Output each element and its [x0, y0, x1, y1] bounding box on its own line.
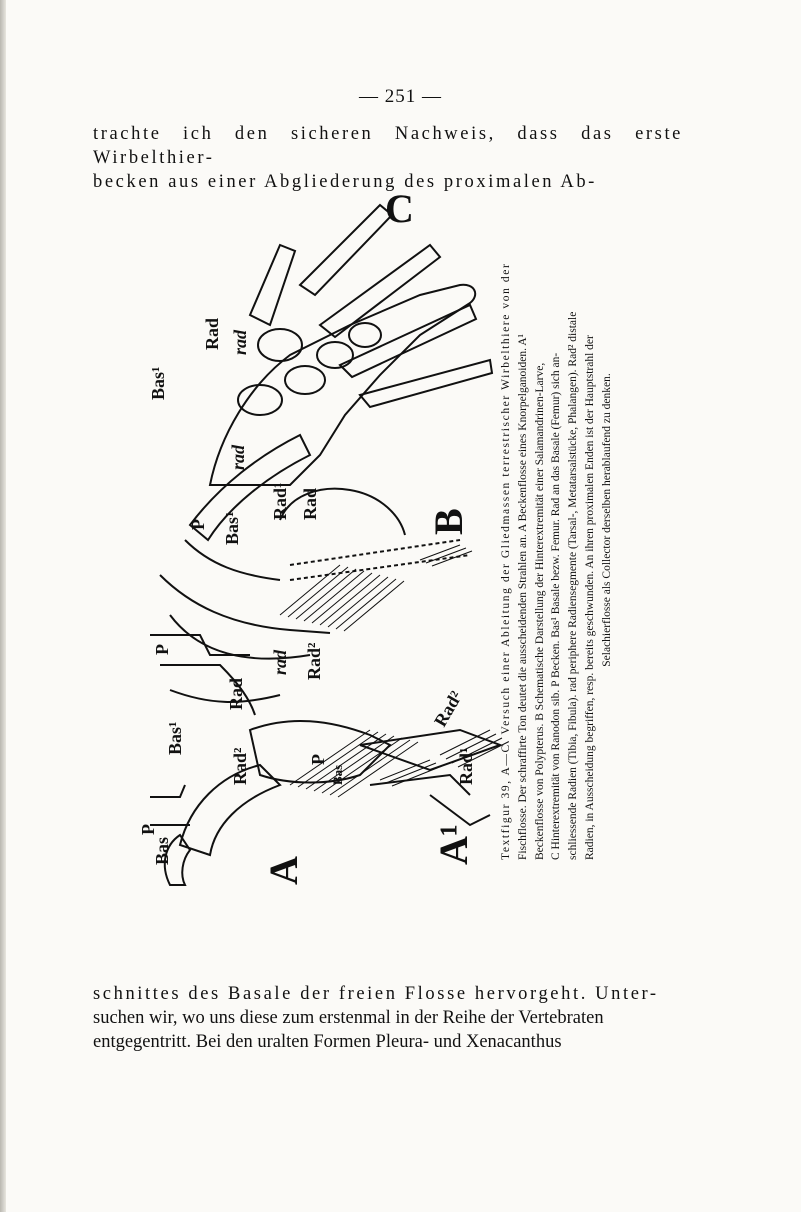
figure-caption — [498, 180, 616, 860]
label-rad-italic-c2: rad — [228, 444, 248, 470]
caption-line-6: Radien, in Ausscheidung begriffen, resp. bereits geschwunden. An ihren proximalen Enden ist der Hauptstrahl der — [583, 335, 596, 860]
label-p-a: P — [138, 824, 158, 835]
caption-line-3: Beckenflosse von Polypterus. B Schematische Darstellung der Hinterextremität einer Salamandrinen-Larve, — [533, 362, 546, 860]
label-p-c: P — [188, 519, 208, 530]
figure-letter-c: C — [385, 186, 414, 231]
label-rad1-b: Rad¹ — [270, 482, 290, 520]
label-rad-a: Rad — [226, 677, 246, 710]
label-rad-c: Rad — [202, 317, 222, 350]
bottom-text-line-1: schnittes des Basale der freien Flosse hervorgeht. Unter- — [93, 984, 659, 1004]
top-text-line-2: becken aus einer Abgliederung des proximalen Ab- — [93, 172, 597, 192]
caption-line-2: Fischflosse. Der schraffirte Ton deutet die ausscheidenden Strahlen an. A Beckenflosse eines Knorpelganoiden. A¹ — [516, 334, 529, 860]
label-p-b: P — [152, 644, 172, 655]
label-rad-italic-c: rad — [230, 329, 250, 355]
caption-line-7: Selachierflosse als Collector derselben herablaufend zu denken. — [600, 373, 613, 667]
label-rad-italic-b: rad — [270, 649, 290, 675]
label-bas-a1: Bas — [330, 764, 345, 785]
label-rad-b: Rad — [300, 487, 320, 520]
figure-letter-b: B — [426, 508, 471, 535]
figure-letter-a1: A¹ — [431, 824, 476, 865]
bottom-paragraph — [93, 982, 683, 1054]
label-bas1-c: Bas¹ — [148, 366, 168, 400]
label-bas1-b: Bas¹ — [222, 511, 242, 545]
bottom-text-line-3: entgegentritt. Bei den uralten Formen Pleura- und Xenacanthus — [93, 1032, 562, 1052]
top-text-line-1: trachte ich den sicheren Nachweis, dass das erste Wirbelthier- — [93, 124, 683, 168]
caption-line-5: schliessende Radien (Tibia, Fibula). rad periphere Radiensegmente (Tarsal-, Metatarsalstücke, Phalangen). Rad² distale — [567, 311, 580, 860]
page-edge-shadow — [0, 0, 6, 1212]
caption-line-4: C Hinterextremität von Ranodon sib. P Becken. Bas¹ Basale bezw. Femur. Rad an das Basale (Femur) sich an- — [550, 352, 563, 860]
label-bas-a: Bas — [152, 836, 172, 865]
caption-line-1: Textfigur 39, A—C. Versuch einer Ableitung der Gliedmassen terrestrischer Wirbelthiere von der — [500, 262, 512, 860]
page-number: — 251 — — [359, 86, 442, 107]
label-rad2-a: Rad² — [230, 747, 250, 785]
bottom-text-line-2: suchen wir, wo uns diese zum erstenmal in der Reihe der Vertebraten — [93, 1008, 604, 1028]
label-rad2-b: Rad² — [304, 642, 324, 680]
label-p-a1: P — [308, 754, 328, 765]
label-rad1-a1: Rad¹ — [456, 747, 476, 785]
label-rad2-a1: Rad² — [430, 687, 467, 730]
figure-letter-a: A — [261, 856, 306, 885]
label-bas1-a: Bas¹ — [165, 721, 185, 755]
